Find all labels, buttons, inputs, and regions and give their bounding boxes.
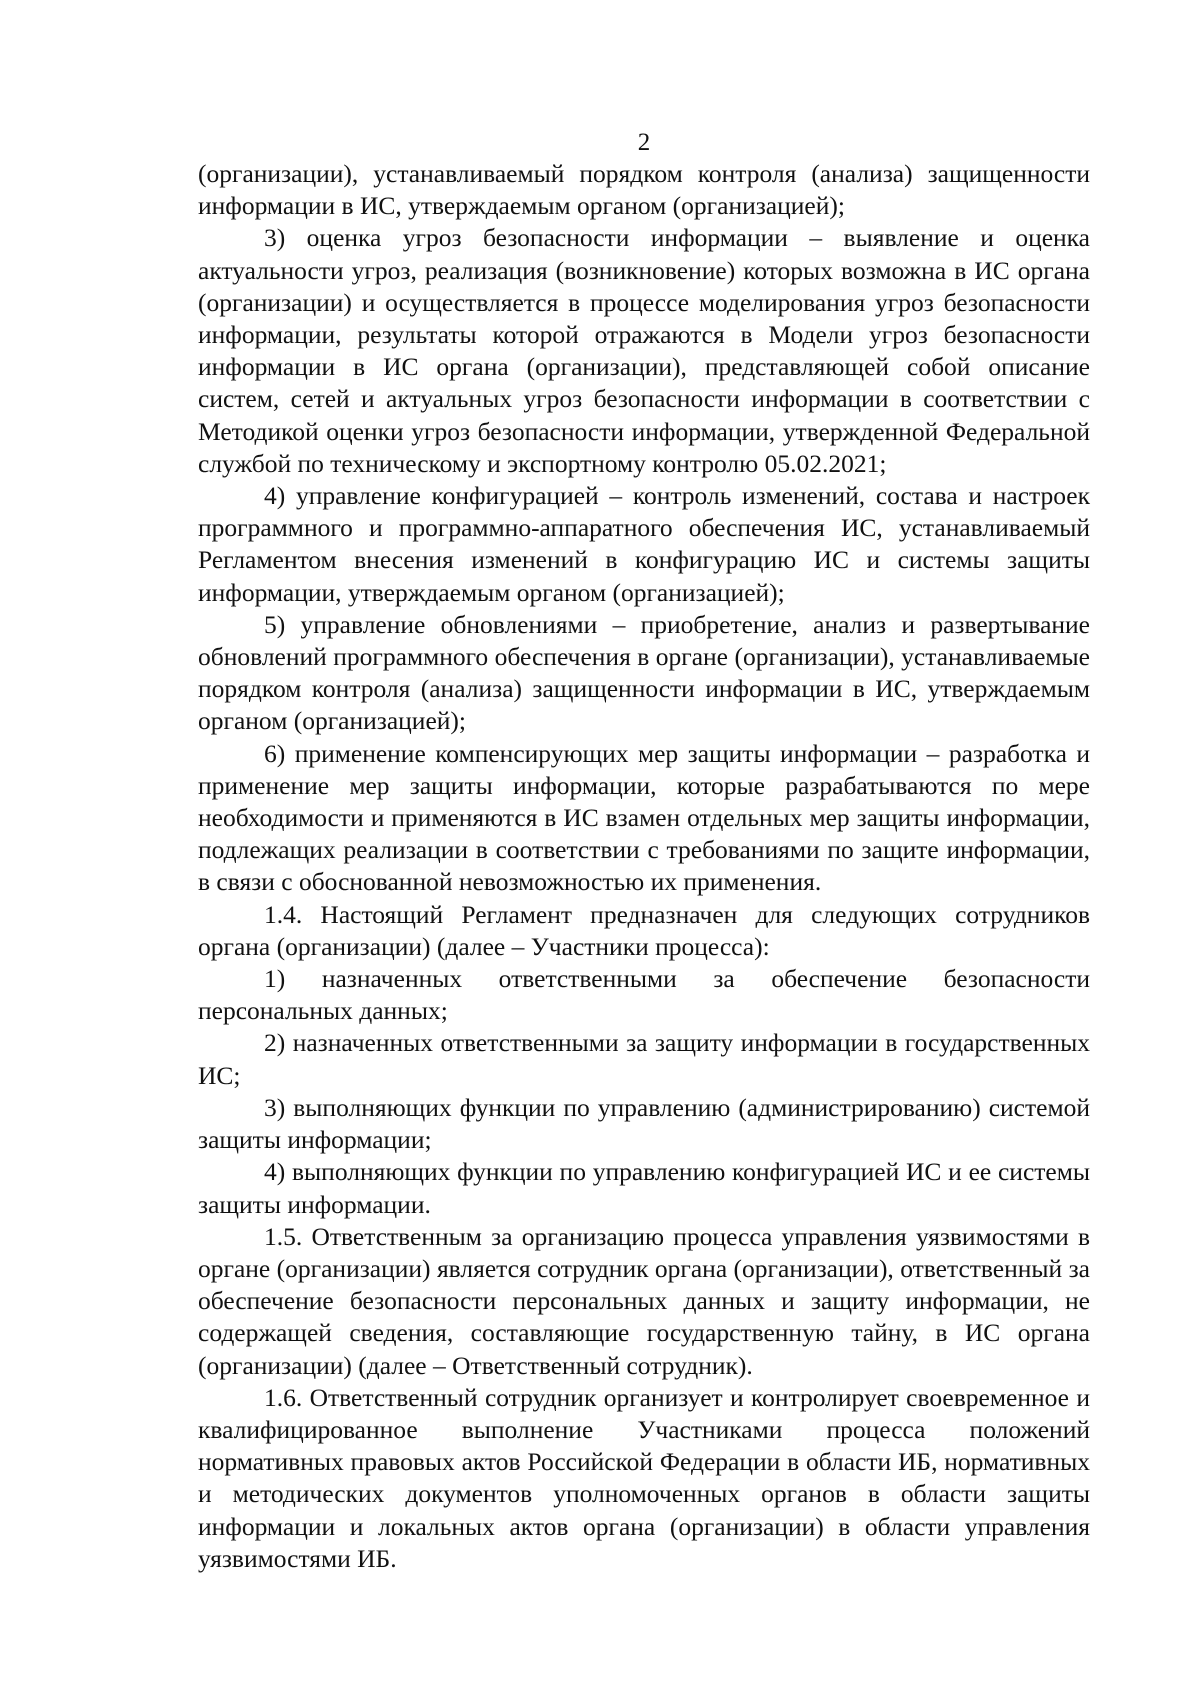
paragraph: 3) выполняющих функции по управлению (администрированию) системой защиты информации; [198,1092,1090,1155]
document-body [198,158,1090,1575]
paragraph: 2) назначенных ответственными за защиту информации в государственных ИС; [198,1028,1090,1090]
paragraph: 6) применение компенсирующих мер защиты информации – разработка и применение мер защиты информации, которые разрабатываются по мере необходимости и применяются в ИС взамен отдельных мер защиты информации, подлежащих реализации в соответствии с требованиями по защите информации, в связи с обоснованной невозможностью их применения. [198,738,1090,897]
paragraph: 3) оценка угроз безопасности информации – выявление и оценка актуальности угроз, реализация (возникновение) которых возможна в ИС органа (организации) и осуществляется в процессе моделирования угроз безопасности информации, результаты которой отражаются в Модели угроз безопасности информации в ИС органа (организации), представляющей собой описание систем, сетей и актуальных угроз безопасности информации в соответствии с Методикой оценки угроз безопасности информации, утвержденной Федеральной службой по техническому и экспортному контролю 05.02.2021; [198,223,1090,478]
paragraph: 1) назначенных ответственными за обеспечение безопасности персональных данных; [198,964,1090,1026]
paragraph: 1.6. Ответственный сотрудник организует и контролирует своевременное и квалифицированное выполнение Участниками процесса положений нормативных правовых актов Российской Федерации в области ИБ, нормативных и методических документов уполномоченных органов в области защиты информации и локальных актов органа (организации) в области управления уязвимостями ИБ. [198,1382,1090,1573]
paragraph: 1.5. Ответственным за организацию процесса управления уязвимостями в органе (организации) является сотрудник органа (организации), ответственный за обеспечение безопасности персональных данных и защиту информации, не содержащей сведения, составляющие государственную тайну, в ИС органа (организации) (далее – Ответственный сотрудник). [198,1221,1090,1380]
paragraph: 5) управление обновлениями – приобретение, анализ и развертывание обновлений программного обеспечения в органе (организации), устанавливаемые порядком контроля (анализа) защищенности информации в ИС, утверждаемым органом (организацией); [198,609,1090,736]
page-number: 2 [637,129,651,156]
paragraph: 4) выполняющих функции по управлению конфигурацией ИС и ее системы защиты информации. [198,1157,1090,1219]
paragraph: 1.4. Настоящий Регламент предназначен для следующих сотрудников органа (организации) (далее – Участники процесса): [198,899,1090,961]
paragraph: 4) управление конфигурацией – контроль изменений, состава и настроек программного и программно-аппаратного обеспечения ИС, устанавливаемый Регламентом внесения изменений в конфигурацию ИС и системы защиты информации, утверждаемым органом (организацией); [198,481,1090,607]
paragraph: (организации), устанавливаемый порядком контроля (анализа) защищенности информации в ИС, утверждаемым органом (организацией); [198,159,1090,221]
